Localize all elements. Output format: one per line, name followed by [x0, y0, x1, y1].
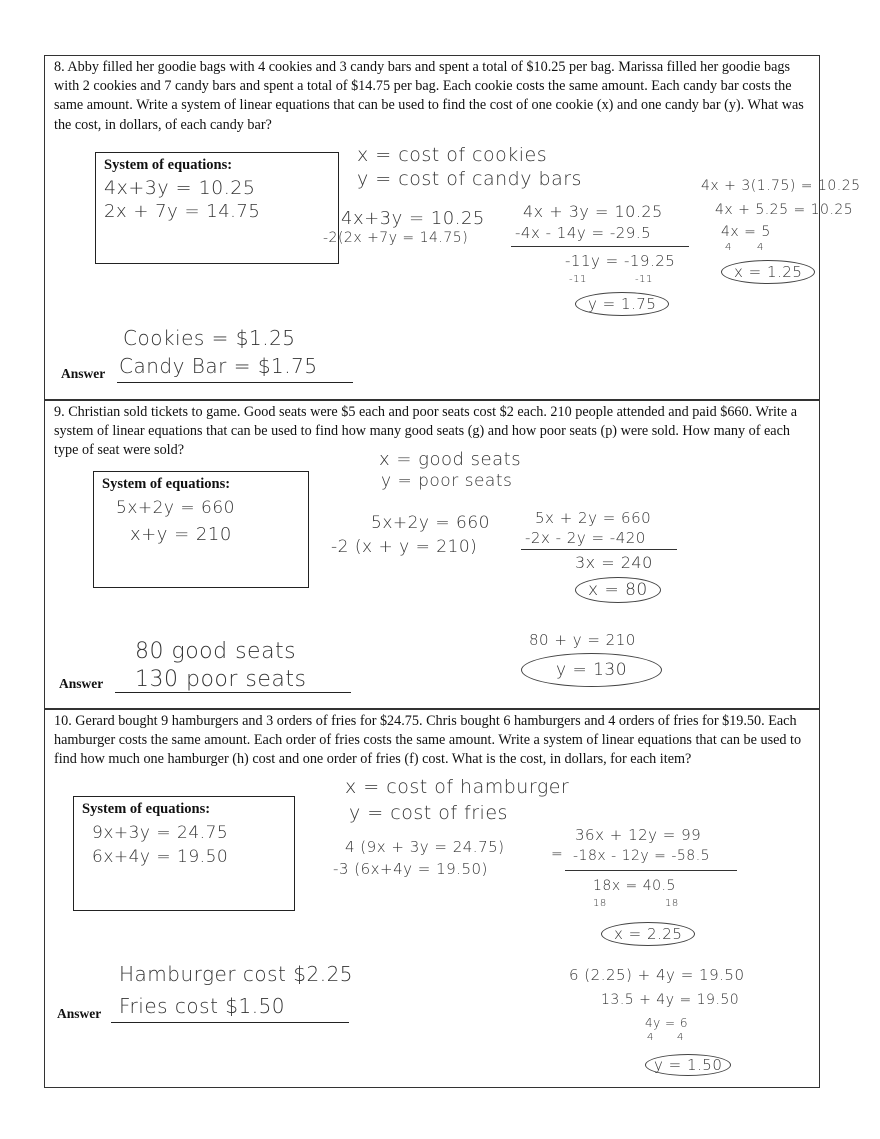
answer-good-seats: 80 good seats: [135, 639, 297, 664]
answer-line: [115, 692, 351, 693]
solution-y: y = 130: [521, 653, 662, 687]
system-box: [93, 471, 309, 588]
sum-line: [565, 870, 737, 871]
elim-eq-2: -4x - 14y = -29.5: [515, 224, 652, 242]
solution-x: x = 2.25: [601, 922, 695, 946]
system-label: System of equations:: [104, 157, 233, 173]
equivalence-sign: =: [551, 846, 564, 862]
system-box: [95, 152, 339, 264]
work-eq-1: 4 (9x + 3y = 24.75): [345, 838, 505, 856]
solution-x: x = 80: [575, 577, 661, 603]
system-eq-1: 9x+3y = 24.75: [92, 823, 229, 843]
divisor-left: -11: [569, 274, 587, 285]
work-eq-2: -3 (6x+4y = 19.50): [333, 860, 488, 878]
variable-def-x: x = good seats: [379, 449, 522, 470]
problem-10: [44, 709, 820, 1088]
elim-eq-1: 5x + 2y = 660: [535, 509, 652, 527]
solution-x: x = 1.25: [721, 260, 815, 284]
divisor-4-right: 4: [757, 242, 764, 253]
answer-line: [111, 1022, 349, 1023]
elim-eq-1: 4x + 3y = 10.25: [523, 202, 663, 221]
answer-cookies: Cookies = $1.25: [123, 326, 296, 350]
variable-def-y: y = poor seats: [381, 471, 513, 491]
problem-10-prompt: 10. Gerard bought 9 hamburgers and 3 orders of fries for $24.75. Chris bought 6 hamburgers and 4 orders of fries for $19.50. Each hamburger costs the same amount. Each order of fries costs the same amount. Write a system of linear equations that can be used to find how much one hamburger (h) cost and one order of fries (f) cost. What is the cost, in dollars, for each item?: [54, 713, 802, 768]
system-eq-2: 6x+4y = 19.50: [92, 847, 229, 867]
answer-hamburger: Hamburger cost $2.25: [119, 962, 354, 986]
system-eq-2: 2x + 7y = 14.75: [104, 201, 261, 222]
answer-label: Answer: [57, 1006, 102, 1021]
answer-line: [117, 382, 353, 383]
variable-def-x: x = cost of cookies: [357, 144, 548, 166]
work-eq-2: -2 (x + y = 210): [331, 537, 478, 557]
answer-label: Answer: [61, 366, 106, 381]
problem-9: [44, 400, 820, 709]
substitution-3: 4y = 6: [645, 1016, 689, 1030]
answer-poor-seats: 130 poor seats: [135, 667, 307, 692]
elim-eq-1: 36x + 12y = 99: [575, 826, 702, 844]
divisor-4-left: 4: [725, 242, 732, 253]
divisor-4-left: 4: [647, 1032, 654, 1043]
elim-eq-2: -2x - 2y = -420: [525, 529, 646, 547]
system-box: [73, 796, 295, 911]
solution-y: y = 1.50: [645, 1054, 731, 1076]
problem-9-prompt: 9. Christian sold tickets to game. Good seats were $5 each and poor seats cost $2 each. 210 people attended and paid $660. Write a system of linear equations that can be used to find how many good seats (g) and how poor seats (p) were sold. How many of each type of seat were sold?: [54, 404, 798, 459]
elim-result: 3x = 240: [575, 553, 653, 572]
system-label: System of equations:: [82, 801, 211, 817]
variable-def-y: y = cost of candy bars: [357, 168, 582, 190]
system-label: System of equations:: [102, 476, 231, 492]
answer-label: Answer: [59, 676, 104, 691]
answer-fries: Fries cost $1.50: [119, 994, 286, 1018]
divisor-left: 18: [593, 898, 607, 909]
problem-8-prompt: 8. Abby filled her goodie bags with 4 cookies and 3 candy bars and spent a total of $10.25 per bag. Marissa filled her goodie bags with 2 cookies and 7 candy bars and spent a total of $14.75 per bag. Each cookie costs the same amount. Each candy bar costs the same amount. Write a system of linear equations that can be used to find the cost of one cookie (x) and one candy bar (y). What was the cost, in dollars, of each candy bar?: [54, 59, 804, 133]
work-eq-2: -2(2x +7y = 14.75): [323, 230, 469, 246]
variable-def-x: x = cost of hamburger: [345, 776, 570, 798]
work-eq-1: 5x+2y = 660: [371, 513, 490, 533]
work-eq-1: 4x+3y = 10.25: [341, 208, 485, 229]
substitution: 80 + y = 210: [529, 631, 636, 649]
system-eq-1: 4x+3y = 10.25: [104, 177, 256, 199]
system-eq-2: x+y = 210: [130, 524, 232, 545]
substitution-3: 4x = 5: [721, 224, 771, 240]
problem-8: [44, 55, 861, 400]
sum-line: [521, 549, 677, 550]
elim-result: -11y = -19.25: [565, 252, 676, 270]
answer-candy-bar: Candy Bar = $1.75: [119, 354, 318, 378]
sum-line: [511, 246, 689, 247]
divisor-right: -11: [635, 274, 653, 285]
substitution-1: 4x + 3(1.75) = 10.25: [701, 178, 861, 194]
elim-result: 18x = 40.5: [593, 878, 676, 894]
divisor-right: 18: [665, 898, 679, 909]
variable-def-y: y = cost of fries: [349, 802, 508, 824]
solution-y: y = 1.75: [575, 292, 669, 316]
system-eq-1: 5x+2y = 660: [116, 498, 235, 518]
substitution-1: 6 (2.25) + 4y = 19.50: [569, 966, 745, 984]
substitution-2: 4x + 5.25 = 10.25: [715, 202, 854, 218]
divisor-4-right: 4: [677, 1032, 684, 1043]
elim-eq-2: -18x - 12y = -58.5: [573, 848, 711, 864]
substitution-2: 13.5 + 4y = 19.50: [601, 992, 740, 1008]
